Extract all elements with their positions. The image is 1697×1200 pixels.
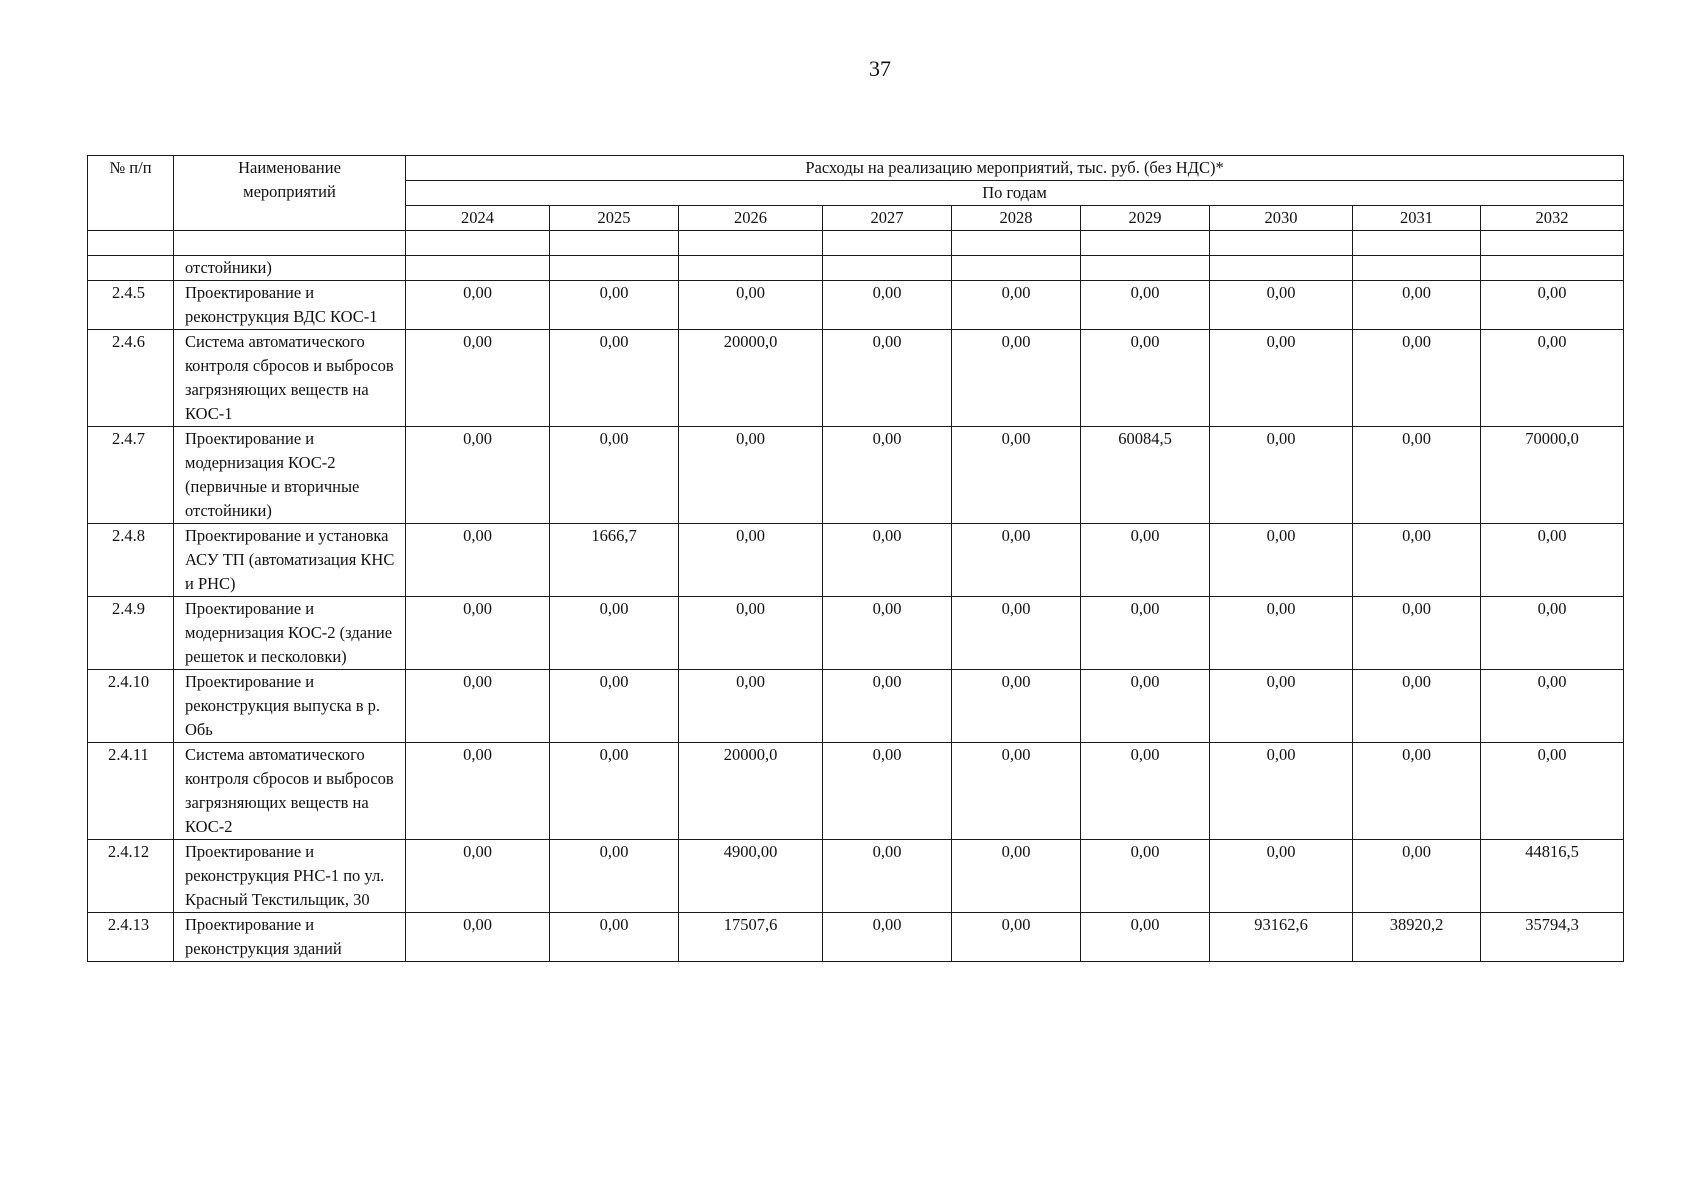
header-year: 2026 [679, 206, 823, 231]
expenses-table [87, 155, 1624, 962]
table-row [88, 281, 1624, 330]
row-value: 0,00 [1353, 670, 1481, 743]
row-value: 0,00 [1481, 670, 1624, 743]
row-value: 0,00 [550, 281, 679, 330]
header-num: № п/п [88, 156, 174, 231]
row-value: 0,00 [1353, 281, 1481, 330]
row-value: 0,00 [823, 281, 952, 330]
row-number: 2.4.10 [88, 670, 174, 743]
row-value: 0,00 [1210, 670, 1353, 743]
row-value: 0,00 [1353, 427, 1481, 524]
row-value: 0,00 [1081, 913, 1210, 962]
table-row [88, 427, 1624, 524]
empty-row [88, 231, 1624, 256]
row-value: 0,00 [406, 330, 550, 427]
row-name: Проектирование и реконструкция зданий [174, 913, 406, 962]
row-value: 4900,00 [679, 840, 823, 913]
table-row [88, 913, 1624, 962]
row-value: 0,00 [1353, 330, 1481, 427]
row-value: 0,00 [1081, 330, 1210, 427]
row-value: 0,00 [550, 840, 679, 913]
row-value: 0,00 [1210, 427, 1353, 524]
row-value: 20000,0 [679, 330, 823, 427]
row-number: 2.4.9 [88, 597, 174, 670]
row-value: 44816,5 [1481, 840, 1624, 913]
row-value: 0,00 [823, 427, 952, 524]
table-row [88, 743, 1624, 840]
row-value: 20000,0 [679, 743, 823, 840]
table-body [88, 231, 1624, 962]
row-value: 0,00 [406, 597, 550, 670]
header-year: 2032 [1481, 206, 1624, 231]
row-value: 0,00 [1210, 524, 1353, 597]
table-row [88, 330, 1624, 427]
header-year: 2030 [1210, 206, 1353, 231]
row-value: 0,00 [1210, 743, 1353, 840]
row-value: 0,00 [823, 840, 952, 913]
row-value: 0,00 [952, 670, 1081, 743]
row-name: Проектирование и установка АСУ ТП (автоматизация КНС и РНС) [174, 524, 406, 597]
row-value: 0,00 [406, 427, 550, 524]
table-row [88, 524, 1624, 597]
row-number: 2.4.7 [88, 427, 174, 524]
header-year: 2028 [952, 206, 1081, 231]
row-value: 0,00 [1481, 524, 1624, 597]
row-name: Проектирование и реконструкция РНС-1 по ул. Красный Текстильщик, 30 [174, 840, 406, 913]
row-value: 0,00 [952, 427, 1081, 524]
row-number: 2.4.8 [88, 524, 174, 597]
header-year: 2031 [1353, 206, 1481, 231]
row-value: 0,00 [1081, 840, 1210, 913]
row-number: 2.4.12 [88, 840, 174, 913]
page-number: 37 [869, 56, 891, 81]
row-name: Проектирование и реконструкция ВДС КОС-1 [174, 281, 406, 330]
row-value: 0,00 [952, 281, 1081, 330]
row-value: 0,00 [1210, 330, 1353, 427]
row-value: 0,00 [406, 840, 550, 913]
row-value: 0,00 [1081, 743, 1210, 840]
row-value: 38920,2 [1353, 913, 1481, 962]
row-value: 0,00 [1481, 597, 1624, 670]
row-value: 35794,3 [1481, 913, 1624, 962]
row-value: 0,00 [679, 427, 823, 524]
row-value: 0,00 [550, 743, 679, 840]
row-value: 0,00 [1210, 840, 1353, 913]
header-by-years: По годам [406, 181, 1624, 206]
row-value: 0,00 [1353, 840, 1481, 913]
row-value: 0,00 [406, 524, 550, 597]
row-number: 2.4.11 [88, 743, 174, 840]
row-value: 0,00 [679, 524, 823, 597]
row-value: 0,00 [952, 840, 1081, 913]
row-name: Проектирование и модернизация КОС-2 (первичные и вторичные отстойники) [174, 427, 406, 524]
row-number: 2.4.13 [88, 913, 174, 962]
header-costs: Расходы на реализацию мероприятий, тыс. руб. (без НДС)* [406, 156, 1624, 181]
row-value: 0,00 [823, 597, 952, 670]
row-value: 0,00 [823, 524, 952, 597]
row-value: 0,00 [1081, 281, 1210, 330]
row-value: 0,00 [1481, 281, 1624, 330]
row-name: Проектирование и реконструкция выпуска в р. Обь [174, 670, 406, 743]
row-value: 0,00 [550, 597, 679, 670]
header-year: 2027 [823, 206, 952, 231]
row-value: 0,00 [1081, 597, 1210, 670]
row-name: Система автоматического контроля сбросов и выбросов загрязняющих веществ на КОС-1 [174, 330, 406, 427]
row-value: 0,00 [1481, 743, 1624, 840]
header-year: 2025 [550, 206, 679, 231]
row-value: 0,00 [952, 524, 1081, 597]
row-value: 0,00 [1481, 330, 1624, 427]
row-value: 0,00 [550, 913, 679, 962]
row-value: 93162,6 [1210, 913, 1353, 962]
header-year: 2024 [406, 206, 550, 231]
table-row [88, 597, 1624, 670]
row-value: 0,00 [406, 670, 550, 743]
table-row [88, 840, 1624, 913]
row-value: 0,00 [550, 330, 679, 427]
row-number: 2.4.6 [88, 330, 174, 427]
row-value: 0,00 [952, 913, 1081, 962]
row-value: 0,00 [550, 670, 679, 743]
row-value: 0,00 [823, 330, 952, 427]
continuation-text: отстойники) [174, 256, 406, 281]
row-value: 17507,6 [679, 913, 823, 962]
row-value: 0,00 [1210, 281, 1353, 330]
table-row [88, 670, 1624, 743]
row-value: 0,00 [823, 913, 952, 962]
row-value: 0,00 [1210, 597, 1353, 670]
row-value: 0,00 [1081, 524, 1210, 597]
continuation-row [88, 256, 1624, 281]
header-name-text: Наименование мероприятий [238, 158, 341, 201]
header-name [174, 156, 406, 231]
row-value: 0,00 [679, 597, 823, 670]
row-value: 0,00 [952, 330, 1081, 427]
row-value: 1666,7 [550, 524, 679, 597]
row-value: 70000,0 [1481, 427, 1624, 524]
row-value: 0,00 [823, 670, 952, 743]
header-year: 2029 [1081, 206, 1210, 231]
table-header [88, 156, 1624, 231]
row-number: 2.4.5 [88, 281, 174, 330]
row-value: 0,00 [952, 743, 1081, 840]
row-value: 0,00 [1353, 743, 1481, 840]
row-value: 0,00 [1353, 524, 1481, 597]
row-name: Система автоматического контроля сбросов и выбросов загрязняющих веществ на КОС-2 [174, 743, 406, 840]
row-value: 0,00 [679, 670, 823, 743]
row-value: 60084,5 [1081, 427, 1210, 524]
row-value: 0,00 [1353, 597, 1481, 670]
row-value: 0,00 [406, 743, 550, 840]
row-value: 0,00 [679, 281, 823, 330]
row-value: 0,00 [550, 427, 679, 524]
row-name: Проектирование и модернизация КОС-2 (здание решеток и песколовки) [174, 597, 406, 670]
row-value: 0,00 [823, 743, 952, 840]
row-value: 0,00 [406, 281, 550, 330]
row-value: 0,00 [1081, 670, 1210, 743]
row-value: 0,00 [406, 913, 550, 962]
row-value: 0,00 [952, 597, 1081, 670]
